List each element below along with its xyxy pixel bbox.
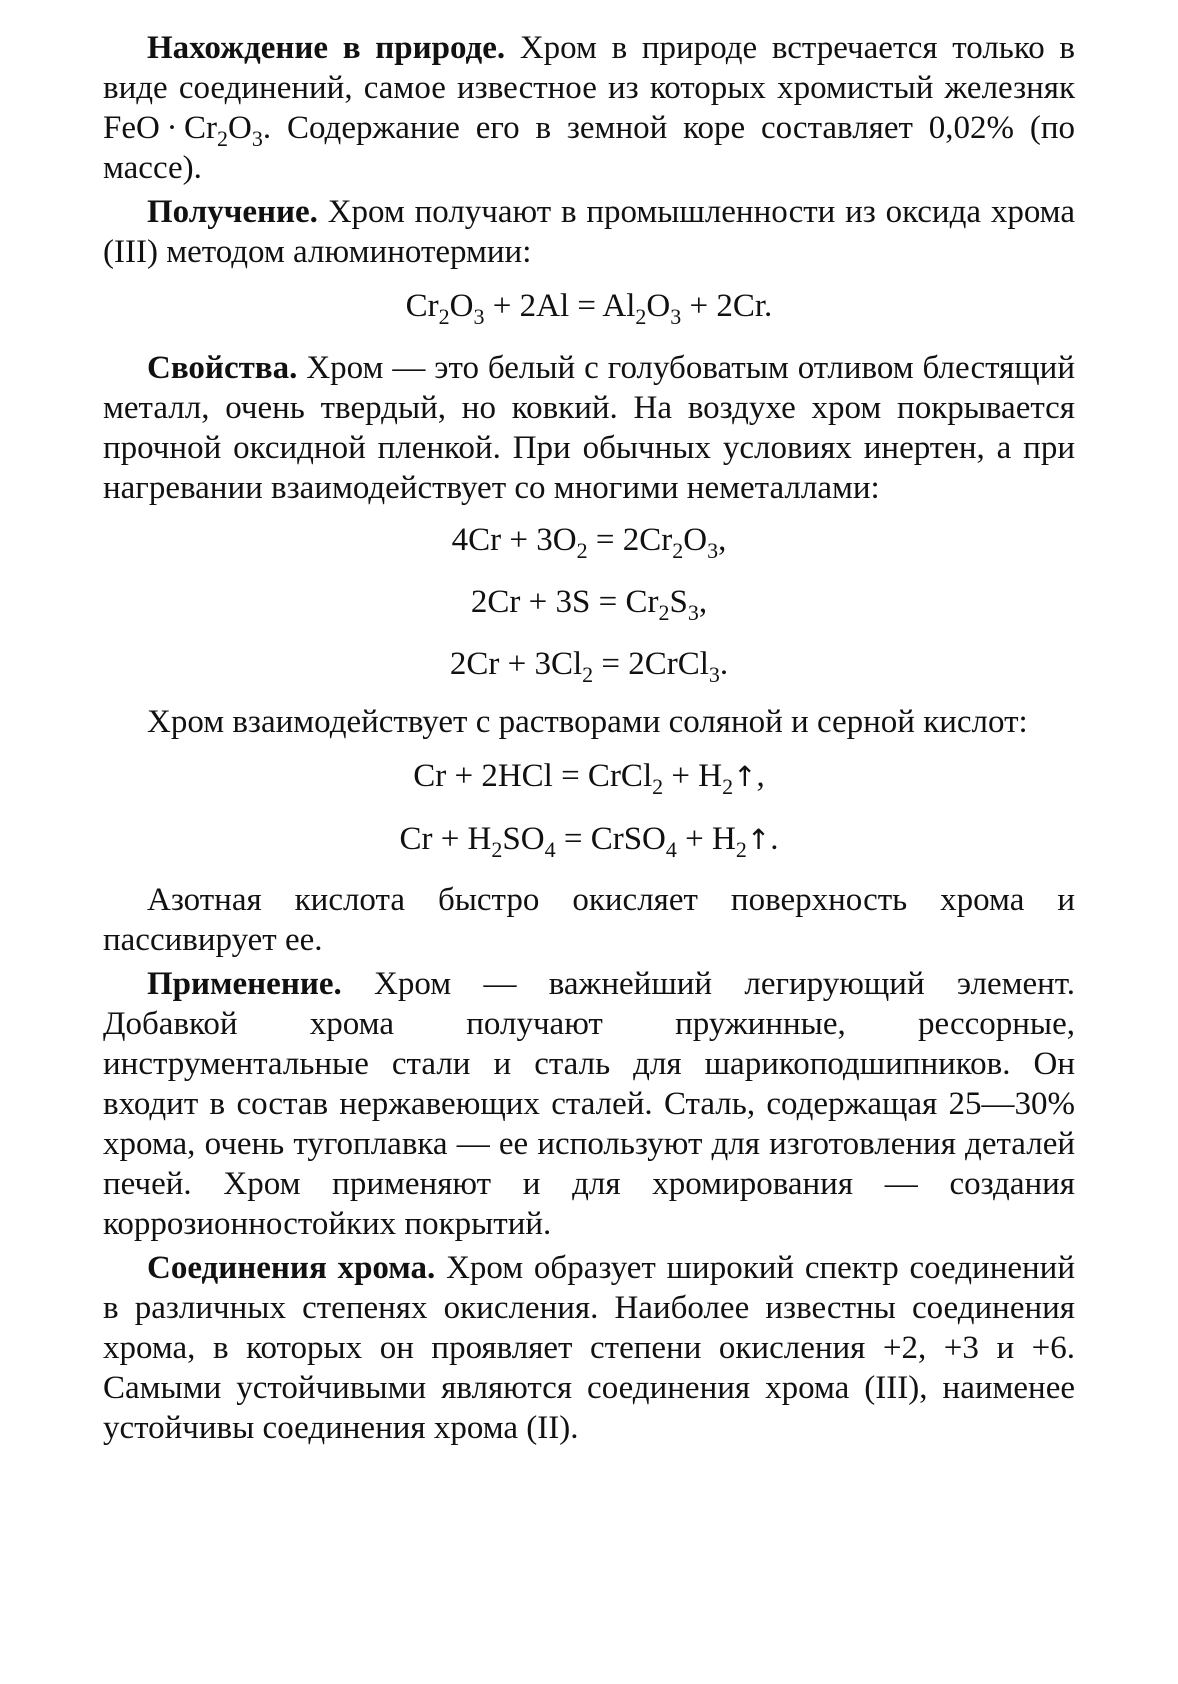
formula-part: 2Cr + 3S = Cr xyxy=(470,584,659,620)
paragraph-nature xyxy=(103,28,1075,188)
formula-part: . xyxy=(770,821,779,857)
formula-group-nonmetals xyxy=(103,520,1075,687)
gas-arrow-icon: ↑ xyxy=(746,823,771,856)
formula-sub: 2 xyxy=(491,837,503,862)
nature-sub-1: 2 xyxy=(217,126,229,151)
paragraph-acids xyxy=(103,702,1075,742)
nitric-text: Азотная кислота быстро окисляет поверхность хрома и пассивирует ее. xyxy=(103,882,1075,958)
formula-part: O xyxy=(646,288,671,324)
formula-sub: 2 xyxy=(658,600,670,625)
heading-compounds: Соединения хрома. xyxy=(147,1250,436,1286)
formula-cr-h2so4 xyxy=(103,819,1075,860)
gas-arrow-icon: ↑ xyxy=(733,760,757,793)
formula-part: Cr + H xyxy=(399,821,492,857)
formula-part: + 2Al = Al xyxy=(484,288,636,324)
nature-text-3: . Содержание его в земной коре составляет 0,02% (по массе). xyxy=(103,110,1075,186)
heading-properties: Свойства. xyxy=(147,350,298,386)
formula-sub: 2 xyxy=(438,304,450,329)
formula-sub: 2 xyxy=(635,304,647,329)
properties-text: Хром — это белый с голубоватым отливом блестящий металл, очень твердый, но ковкий. На воздухе хром покрывается прочной оксидной пленкой. При обычных условиях инертен, а при нагревании взаимодействует со многими неметаллами: xyxy=(103,350,1075,506)
formula-part: = 2CrCl xyxy=(593,646,709,682)
formula-part: 2Cr + 3Cl xyxy=(449,646,583,682)
heading-application: Применение. xyxy=(147,966,342,1002)
formula-sub: 3 xyxy=(708,662,720,687)
acids-text: Хром взаимодействует с растворами соляной и серной кислот: xyxy=(147,704,1028,740)
formula-part: . xyxy=(719,646,729,682)
formula-sub: 2 xyxy=(652,774,664,799)
paragraph-compounds xyxy=(103,1248,1075,1448)
formula-sub: 3 xyxy=(473,304,485,329)
formula-part: , xyxy=(756,758,765,794)
application-text: Хром — важнейший легирующий элемент. Добавкой хрома получают пружинные, рессорные, инструментальные стали и сталь для шарикоподшипников. Он входит в состав нержавеющих сталей. Сталь, содержащая 25—30% хрома, очень тугоплавка — ее используют для изготовления деталей печей. Хром применяют и для хромирования — создания коррозионностойких покрытий. xyxy=(103,966,1075,1242)
formula-aluminothermy xyxy=(103,286,1075,329)
heading-production: Получение. xyxy=(147,194,318,230)
formula-cr-chlorine xyxy=(103,644,1075,687)
formula-part: O xyxy=(449,288,474,324)
heading-nature: Нахождение в природе. xyxy=(147,30,506,66)
formula-part: , xyxy=(718,522,727,558)
formula-cr-sulfur xyxy=(103,582,1075,625)
formula-part: S xyxy=(669,584,688,620)
formula-cr-oxygen xyxy=(103,520,1075,563)
formula-sub: 2 xyxy=(735,837,747,862)
formula-part: O xyxy=(683,522,708,558)
formula-sub: 2 xyxy=(582,662,594,687)
formula-sub: 4 xyxy=(665,837,677,862)
formula-part: + H xyxy=(663,758,723,794)
formula-part: + H xyxy=(676,821,736,857)
formula-part: = CrSO xyxy=(555,821,666,857)
formula-part: 4Cr + 3O xyxy=(451,522,577,558)
formula-part: + 2Cr. xyxy=(681,288,773,324)
textbook-page xyxy=(103,28,1075,1448)
formula-sub: 2 xyxy=(576,538,588,563)
nature-text-1: Хром в природе встречается только в виде соединений, самое известное из которых хромистый железняк FeO · Cr xyxy=(103,30,1075,146)
paragraph-production xyxy=(103,192,1075,272)
compounds-text: Хром образует широкий спектр соединений в различных степенях окисления. Наиболее известны соединения хрома, в которых он проявляет степени окисления +2, +3 и +6. Самыми устойчивыми являются соединения хрома (III), наименее устойчивы соединения хрома (II). xyxy=(103,1250,1075,1446)
formula-sub: 3 xyxy=(707,538,719,563)
formula-sub: 2 xyxy=(722,774,734,799)
formula-sub: 3 xyxy=(670,304,682,329)
formula-sub: 2 xyxy=(672,538,684,563)
formula-part: Cr + 2HCl = CrCl xyxy=(413,758,653,794)
formula-part: = 2Cr xyxy=(587,522,673,558)
formula-sub: 3 xyxy=(687,600,699,625)
formula-part: SO xyxy=(502,821,545,857)
formula-group-acids xyxy=(103,756,1075,860)
paragraph-application xyxy=(103,964,1075,1244)
formula-part: , xyxy=(698,584,708,620)
nature-sub-2: 3 xyxy=(251,126,263,151)
formula-sub: 4 xyxy=(544,837,556,862)
paragraph-properties xyxy=(103,348,1075,508)
nature-text-2: O xyxy=(228,110,252,146)
paragraph-nitric-acid xyxy=(103,880,1075,960)
formula-part: Cr xyxy=(405,288,439,324)
formula-cr-hcl xyxy=(103,756,1075,797)
production-text: Хром получают в промышленности из оксида хрома (III) методом алюминотермии: xyxy=(103,194,1075,270)
